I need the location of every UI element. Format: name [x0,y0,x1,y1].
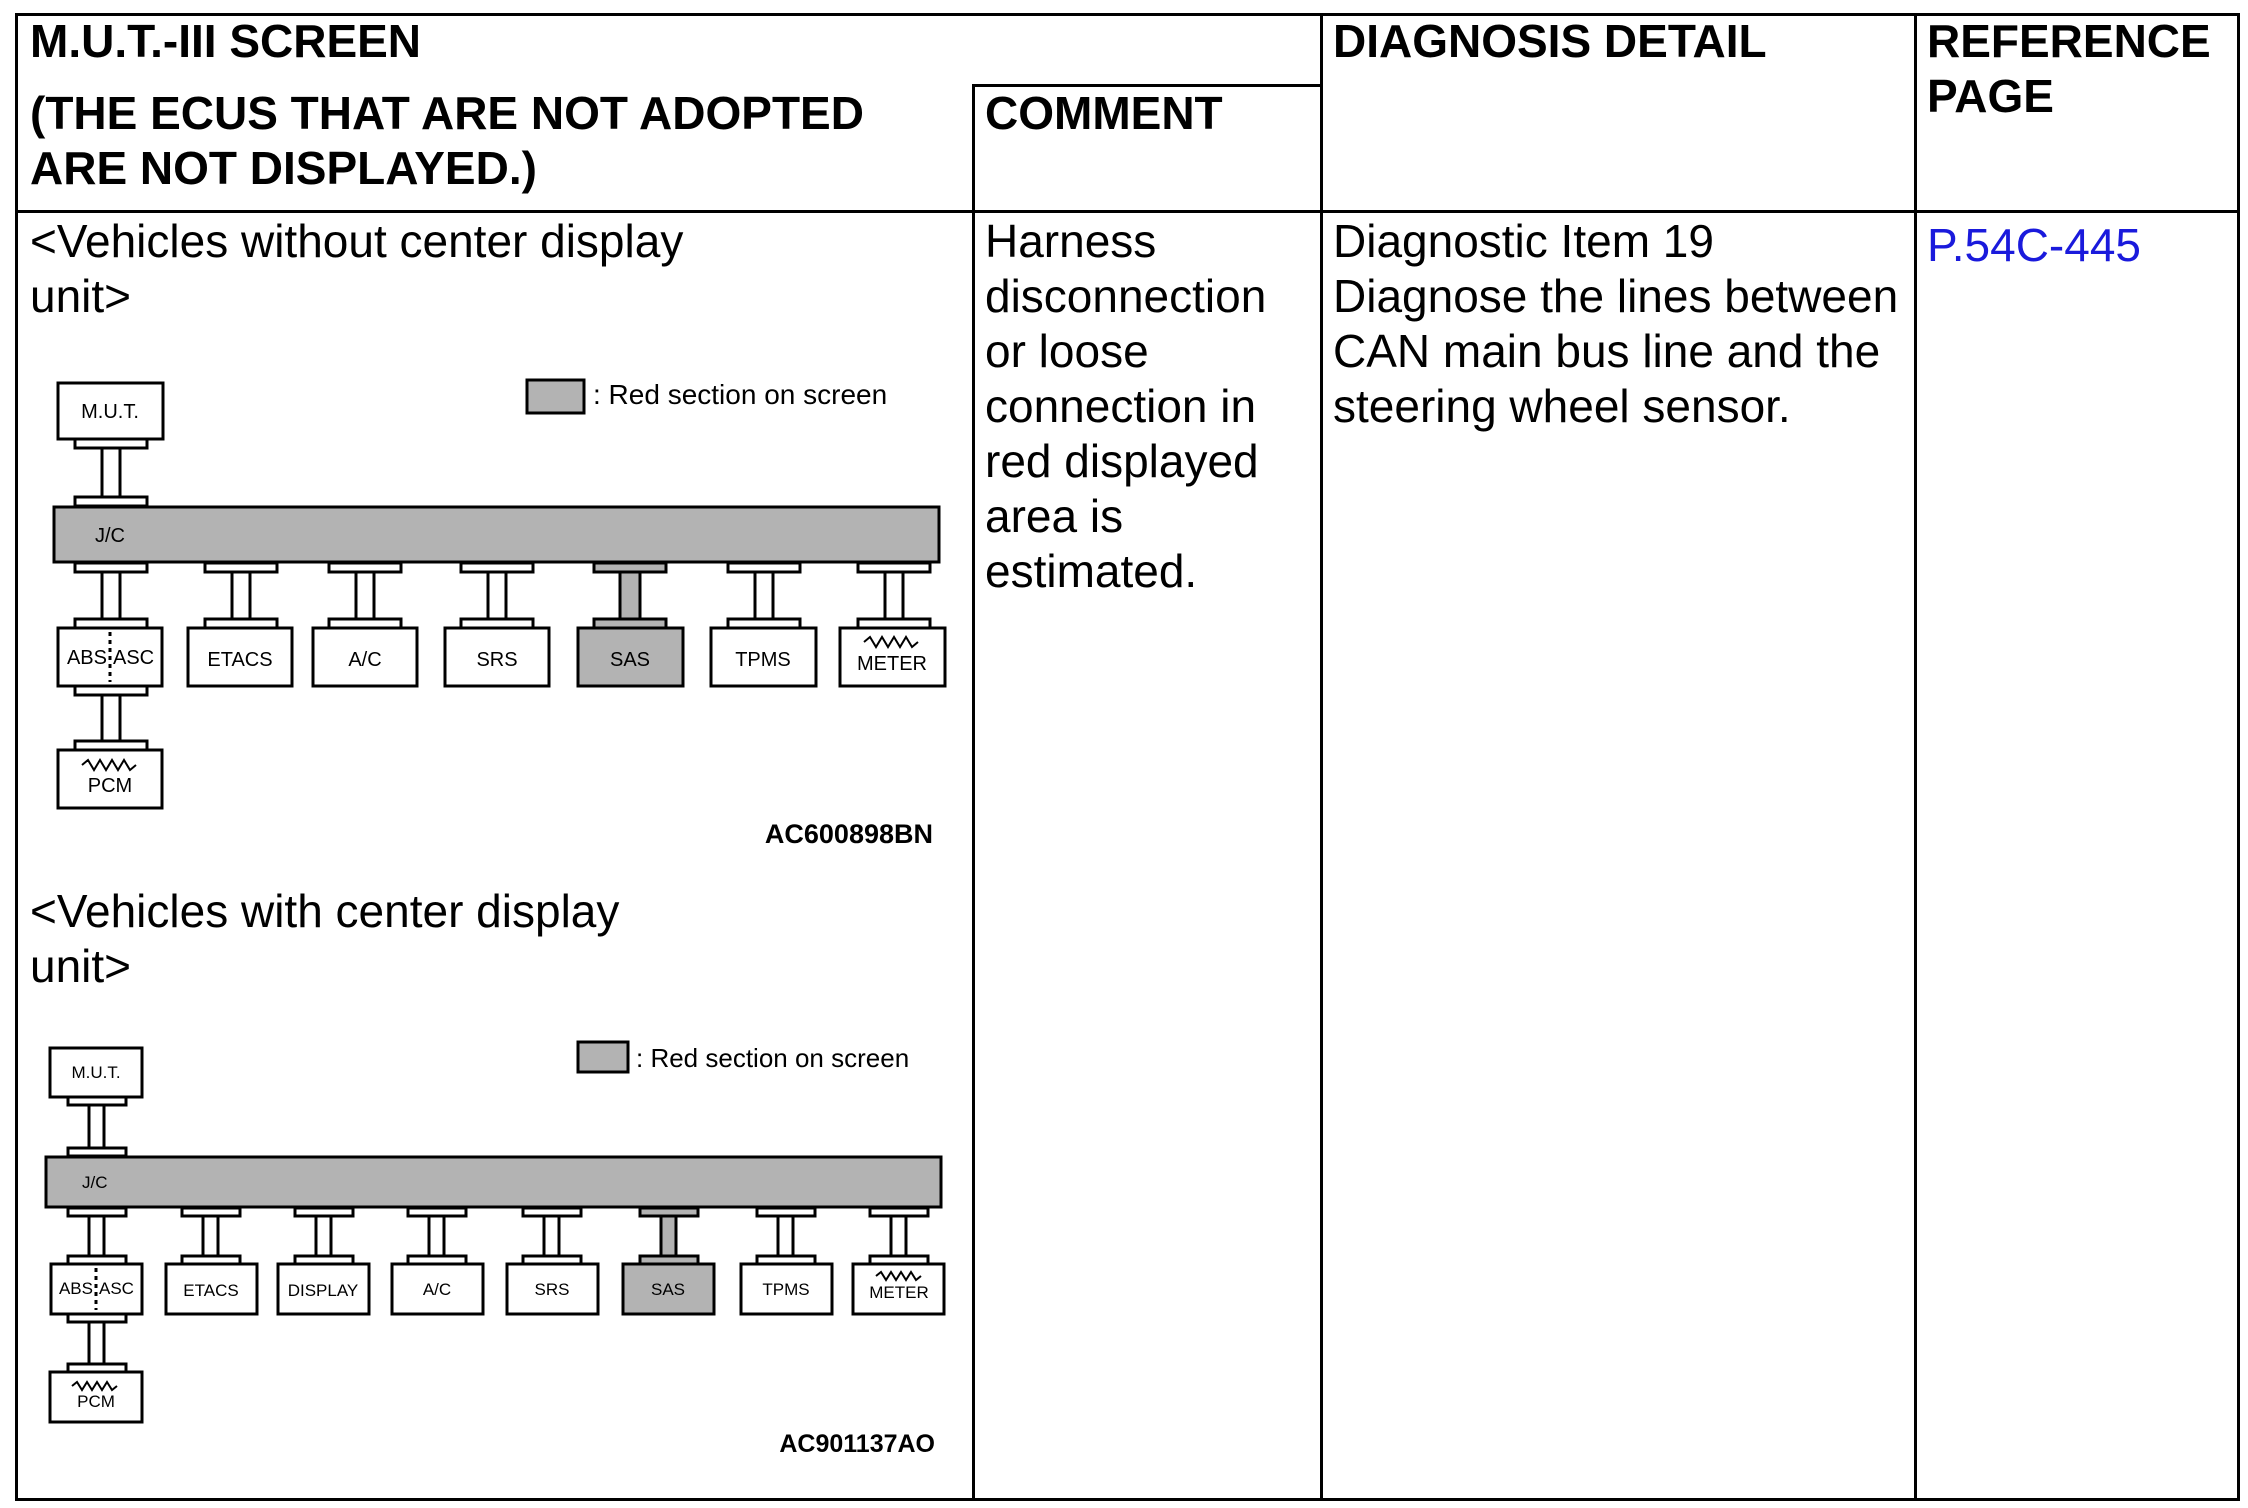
diagnosis-title: Diagnostic Item 19 [1333,215,1714,267]
tpms-label: TPMS [735,649,791,671]
mut-label: M.U.T. [81,401,139,423]
diagnosis-text: Diagnose the lines between CAN main bus line and the steering wheel sensor. [1333,270,1899,432]
header-diagnosis-detail: DIAGNOSIS DETAIL [1333,15,1767,67]
column-divider-reference [1914,13,1917,1501]
header-comment: COMMENT [985,87,1223,139]
pcm-label: PCM [87,775,133,797]
legend-swatch [527,380,584,413]
ac-label: A/C [348,649,382,671]
legend-text: : Red section on screen [636,1043,910,1073]
header-mut-screen-note: (THE ECUS THAT ARE NOT ADOPTED ARE NOT DISPLAYED.) [30,87,864,194]
ac-label: A/C [422,1280,452,1299]
srs-label: SRS [534,1280,570,1299]
etacs-label: ETACS [183,1281,239,1300]
tpms-label: TPMS [762,1280,810,1299]
display-label: DISPLAY [287,1281,359,1300]
can-diagram-2 [0,1000,972,1490]
jc-label: J/C [82,1173,108,1192]
header-mut-screen: M.U.T.-III SCREEN [30,15,422,67]
column-divider-diagnosis [1320,13,1323,1501]
figure-id: AC600898BN [764,819,933,849]
srs-label: SRS [476,649,518,671]
jc-bus [46,1157,941,1207]
meter-label: METER [869,1283,929,1302]
column-divider-comment [972,84,975,1501]
diagram-1-caption: <Vehicles without center display unit> [30,215,684,322]
meter-label: METER [857,653,927,675]
sas-label: SAS [609,649,651,671]
abs-label: ABS [58,1279,93,1298]
abs-label: ABS [66,647,107,669]
sas-label: SAS [650,1280,686,1299]
reference-page-link[interactable]: P.54C-445 [1927,219,2141,271]
asc-label: ASC [113,647,155,669]
jc-label: J/C [95,525,125,547]
mut-connector [75,439,147,448]
comment-text: Harness disconnection or loose connection in red displayed area is estimated. [985,215,1267,597]
header-reference-page: REFERENCE PAGE [1927,15,2211,122]
etacs-label: ETACS [207,649,273,671]
legend-swatch [578,1042,628,1072]
pcm-label: PCM [77,1392,115,1411]
can-diagram-1 [0,0,972,870]
mut-label: M.U.T. [71,1063,121,1082]
figure-id: AC901137AO [779,1430,935,1458]
legend-text: : Red section on screen [593,379,888,410]
asc-label: ASC [99,1279,134,1298]
diagram-2-caption: <Vehicles with center display unit> [30,885,620,992]
jc-bus [54,507,939,562]
